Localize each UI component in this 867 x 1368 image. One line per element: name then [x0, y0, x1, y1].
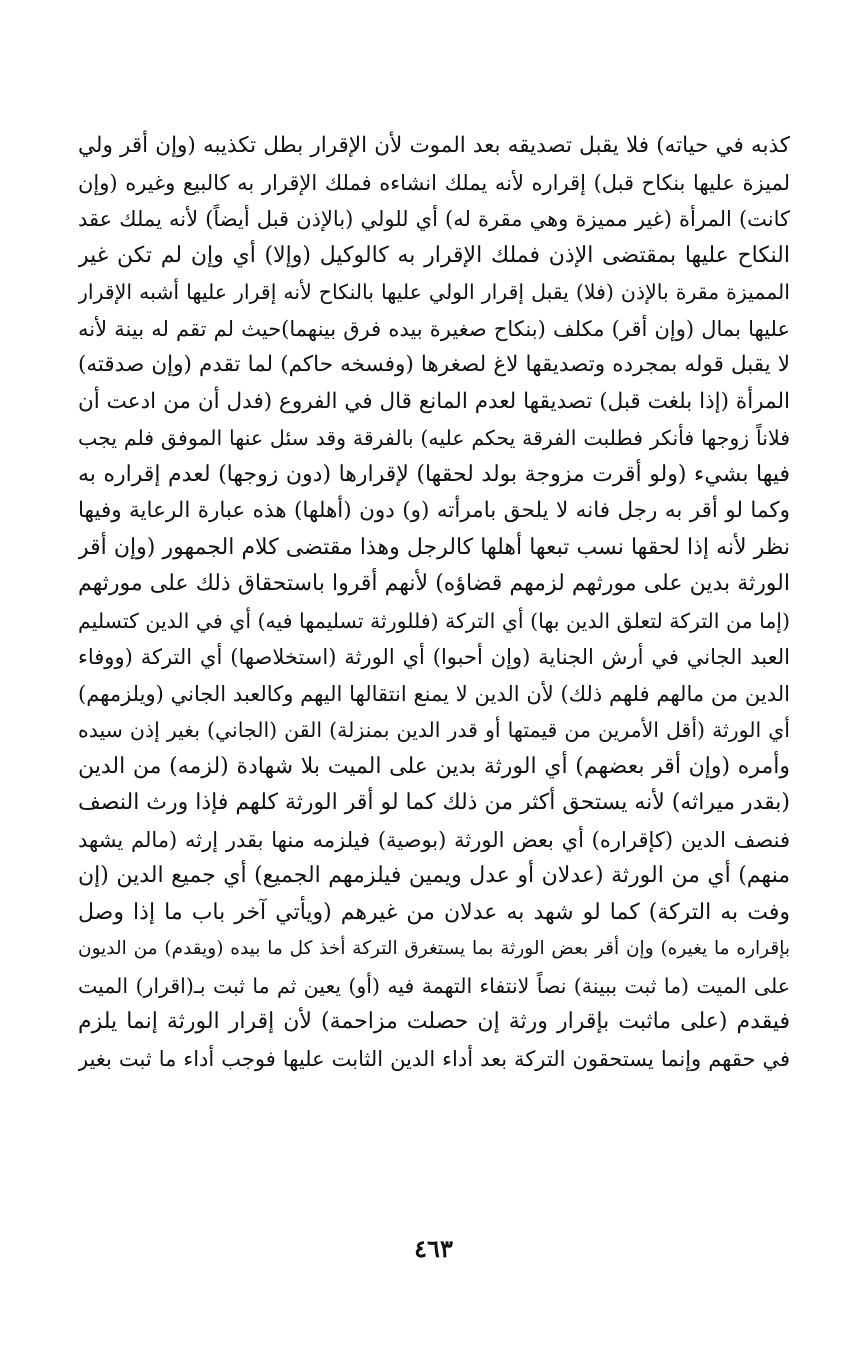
text-line: لميزة عليها بنكاح قبل) إقراره لأنه يملك انشاءه فملك الإقرار به كالبيع وغيره (وإن — [78, 170, 790, 195]
text-line: فيقدم (على ماثبت بإقرار ورثة إن حصلت مزاحمة) لأن إقرار الورثة إنما يلزم — [78, 1009, 790, 1034]
text-line: عليها بمال (وإن أقر) مكلف (بنكاح صغيرة بيده فرق بينهما)حيث لم تقم له بينة لأنه — [78, 316, 790, 341]
text-line: لا يقبل قوله بمجرده وتصديقها لاغ لصغرها (وفسخه حاكم) لما تقدم (وإن صدقته) — [78, 352, 790, 377]
text-line: بإقراره ما يغيره) وإن أقر بعض الورثة بما يستغرق التركة أخذ كل ما بيده (ويقدم) من الديون — [78, 938, 790, 959]
text-line: وأمره (وإن أقر بعضهم) أي الورثة بدين على الميت بلا شهادة (لزمه) من الدين — [78, 753, 790, 779]
text-line: المميزة مقرة بالإذن (فلا) يقبل إقرار الولي عليها بالنكاح لأنه إقرار عليها أشبه الإقرار — [78, 280, 790, 304]
page-number: ٤٦٣ — [414, 1234, 453, 1263]
text-line: (إما من التركة لتعلق الدين بها) أي التركة (فللورثة تسليمها فيه) أي في الدين كتسليم — [78, 608, 790, 633]
text-line: على الميت (ما ثبت ببينة) نصاً لانتفاء التهمة فيه (أو) يعين ثم ما ثبت بـ(اقرار) الميت — [78, 973, 790, 998]
text-line: وفت به التركة) كما لو شهد به عدلان من غيرهم (ويأتي آخر باب ما إذا وصل — [78, 899, 790, 925]
text-line: فيها بشيء (ولو أقرت مزوجة بولد لحقها) لإقرارها (دون زوجها) لعدم إقراره به — [78, 461, 790, 487]
text-line: نظر لأنه إذا لحقها نسب تبعها أهلها كالرجل وهذا مقتضى كلام الجمهور (وإن أقر — [78, 534, 790, 560]
text-line: النكاح عليها بمقتضى الإذن فملك الإقرار به كالوكيل (وإلا) أي وإن لم تكن غير — [78, 242, 790, 268]
text-line: الدين من مالهم فلهم ذلك) لأن الدين لا يمنع انتقالها اليهم وكالعبد الجاني (ويلزمهم) — [78, 681, 790, 706]
text-line: العبد الجاني في أرش الجناية (وإن أحبوا) أي الورثة (استخلاصها) أي التركة (ووفاء — [78, 645, 790, 669]
text-line: في حقهم وإنما يستحقون التركة بعد أداء الدين الثابت عليها فوجب أداء ما ثبت بغير — [78, 1046, 790, 1071]
text-line: فلاناً زوجها فأنكر فطلبت الفرقة يحكم عليه) بالفرقة وقد سئل عنها الموفق فلم يجب — [78, 426, 790, 450]
text-line: فنصف الدين (كإقراره) أي بعض الورثة (بوصية) فيلزمه منها بقدر إرثه (مالم يشهد — [78, 827, 790, 852]
text-line: المرأة (إذا بلغت قبل) تصديقها لعدم المانع قال في الفروع (فدل أن من ادعت أن — [78, 388, 790, 414]
text-line: وكما لو أقر به رجل فانه لا يلحق بامرأته (و) دون (أهلها) هذه عبارة الرعاية وفيها — [78, 498, 790, 523]
body-text — [78, 128, 790, 1077]
text-line: (بقدر ميراثه) لأنه يستحق أكثر من ذلك كما لو أقر الورثة كلهم فإذا ورث النصف — [78, 790, 790, 815]
text-line: الورثة بدين على مورثهم لزمهم قضاؤه) لأنهم أقروا باستحقاق ذلك على مورثهم — [78, 571, 790, 596]
text-line: كانت) المرأة (غير مميزة وهي مقرة له) أي للولي (بالإذن قبل أيضاً) لأنه يملك عقد — [78, 207, 790, 231]
text-line: كذبه في حياته) فلا يقبل تصديقه بعد الموت لأن الإقرار بطل تكذيبه (وإن أقر ولي — [78, 133, 790, 158]
text-line: أي الورثة (أقل الأمرين من قيمتها أو قدر الدين بمنزلة) القن (الجاني) بغير إذن سيده — [78, 718, 790, 742]
text-line: منهم) أي من الورثة (عدلان أو عدل ويمين فيلزمهم الجميع) أي جميع الدين (إن — [78, 863, 790, 888]
